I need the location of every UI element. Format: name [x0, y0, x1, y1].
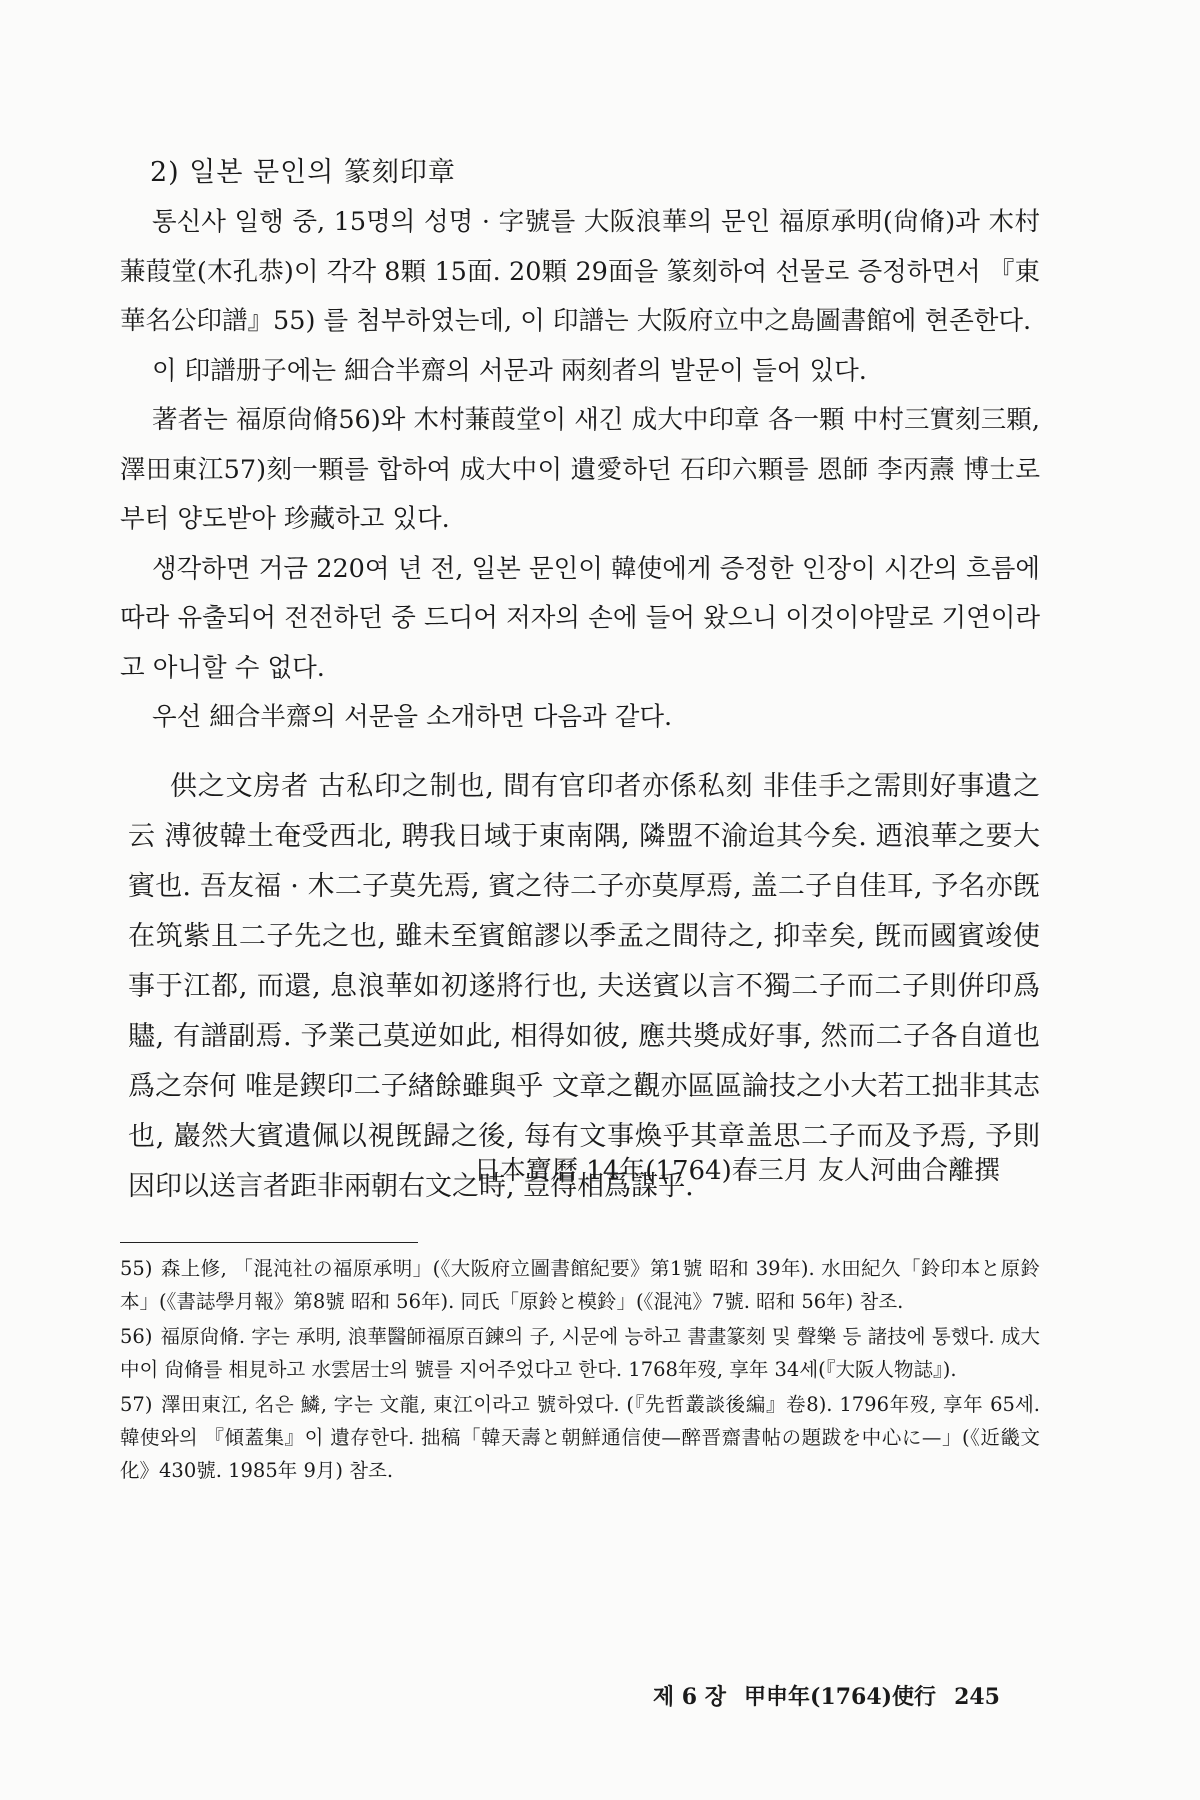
- quote-signature: 日本寶曆 14年(1764)春三月 友人河曲合離撰: [473, 1156, 1000, 1186]
- running-title: 甲申年(1764)使行: [744, 1684, 937, 1710]
- section-heading: 2) 일본 문인의 篆刻印章: [150, 157, 456, 188]
- footnote: [120, 1252, 1040, 1318]
- paragraph: 著者는 福原尙脩56)와 木村蒹葭堂이 새긴 成大中印章 各一顆 中村三實刻三顆, 澤田東江57)刻一顆를 합하여 成大中이 遺愛하던 石印六顆를 恩師 李丙燾 博士로부터 양도받아 珍藏하고 있다.: [120, 405, 1040, 534]
- paragraph: 생각하면 거금 220여 년 전, 일본 문인이 韓使에게 증정한 인장이 시간의 흐름에 따라 유출되어 전전하던 중 드디어 저자의 손에 들어 왔으니 이것이야말로 기연이라고 아니할 수 없다.: [120, 553, 1040, 683]
- quoted-preface: [128, 762, 1040, 1212]
- page-footer: [635, 1680, 1000, 1711]
- footnote-number: 55): [120, 1257, 153, 1280]
- chapter-label: 제 6 장: [652, 1684, 726, 1710]
- footnote-text: 森上修, 「混沌社の福原承明」(《大阪府立圖書館紀要》第1號 昭和 39年). 水田紀久「鈴印本と原鈴本」(《書誌學月報》第8號 昭和 56年). 同氏「原鈴と模鈴」(《混沌》7號. 昭和 56年) 참조.: [120, 1257, 1040, 1313]
- footnote-text: 福原尙脩. 字는 承明, 浪華醫師福原百鍊의 子, 시문에 능하고 書畫篆刻 및 聲樂 등 諸技에 통했다. 成大中이 尙脩를 相見하고 水雲居士의 號를 지어주었다고 한다. 1768年歿, 享年 34세(『大阪人物誌』).: [120, 1325, 1040, 1381]
- paragraph: 우선 細合半齋의 서문을 소개하면 다음과 같다.: [152, 702, 673, 732]
- footnote: [120, 1320, 1040, 1386]
- paragraph: 이 印譜册子에는 細合半齋의 서문과 兩刻者의 발문이 들어 있다.: [152, 355, 867, 386]
- footnotes: [120, 1252, 1040, 1489]
- footnote: [120, 1388, 1040, 1487]
- footnote-number: 56): [120, 1325, 153, 1348]
- footnote-number: 57): [120, 1393, 153, 1416]
- body-text: [120, 198, 1040, 743]
- footnote-divider: [120, 1242, 418, 1243]
- paragraph: 통신사 일행 중, 15명의 성명 · 字號를 大阪浪華의 문인 福原承明(尙脩)과 木村蒹葭堂(木孔恭)이 각각 8顆 15面. 20顆 29面을 篆刻하여 선물로 증정하면서 『東華名公印譜』55) 를 첨부하였는데, 이 印譜는 大阪府立中之島圖書館에 현존한다.: [120, 207, 1040, 336]
- quote-text: 供之文房者 古私印之制也, 間有官印者亦係私刻 非佳手之需則好事遺之云 溥彼韓土奄受西北, 聘我日域于東南隅, 隣盟不渝迨其今矣. 迺浪華之要大賓也. 吾友福 · 木二子莫先焉, 賓之待二子亦莫厚焉, 盖二子自佳耳, 予名亦旣在筑紫且二子先之也, 雖未至賓館謬以季孟之間待之, 抑幸矣, 旣而國賓竣使事于江都, 而還, 息浪華如初遂將行也, 夫送賓以言不獨二子而二子則倂印爲贐, 有譜副焉. 予業己莫逆如此, 相得如彼, 應共奬成好事, 然而二子各自道也 爲之奈何 唯是鍥印二子緖餘雖與乎 文章之觀亦區區論技之小大若工拙非其志也, 巖然大賓遺佩以視旣歸之後, 每有文事煥乎其章盖思二子而及予焉, 予則因印以送言者距非兩朝右文之時, 豈得相爲謀乎.: [128, 771, 1040, 1202]
- footnote-text: 澤田東江, 名은 鱗, 字는 文龍, 東江이라고 號하였다. (『先哲叢談後編』卷8). 1796年歿, 享年 65세. 韓使와의 『傾蓋集』이 遺存한다. 拙稿「韓天壽と朝鮮通信使—醉晋齋書帖の題跋を中心に—」(《近畿文化》430號. 1985年 9月) 참조.: [120, 1393, 1040, 1482]
- page-number: 245: [954, 1684, 1000, 1710]
